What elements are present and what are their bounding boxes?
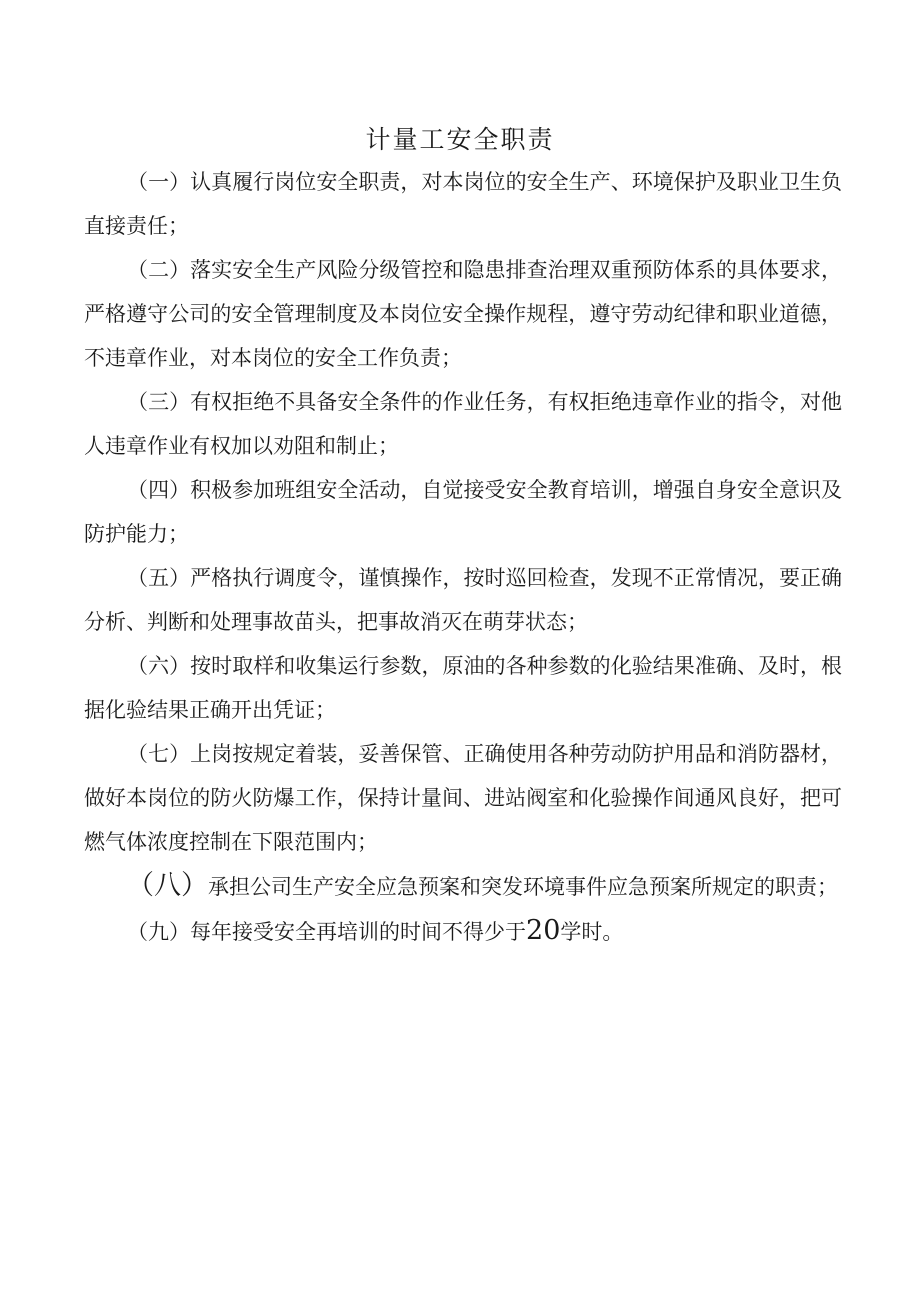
paragraph-text: 按时取样和收集运行参数，原油的各种参数的化验结果准确、及时，根据化验结果正确开出凭证； — [84, 654, 843, 722]
paragraph-text: 积极参加班组安全活动，自觉接受安全教育培训，增强自身安全意识及防护能力； — [84, 478, 843, 546]
paragraph-number: （九） — [127, 920, 191, 944]
paragraph-text-after: 学时。 — [560, 920, 624, 944]
paragraph-text: 严格执行调度令，谨慎操作，按时巡回检查，发现不正常情况，要正确分析、判断和处理事故苗头，把事故消灭在萌芽状态； — [84, 566, 843, 634]
paragraph-text: 落实安全生产风险分级管控和隐患排查治理双重预防体系的具体要求，严格遵守公司的安全管理制度及本岗位安全操作规程，遵守劳动纪律和职业道德，不违章作业，对本岗位的安全工作负责； — [84, 258, 843, 370]
paragraph-number: （四） — [127, 478, 191, 502]
paragraph-number: （五） — [127, 566, 191, 590]
document-title: 计量工安全职责 — [365, 125, 555, 154]
paragraph-2 — [84, 248, 842, 380]
paragraph-number: （二） — [127, 258, 191, 282]
paragraph-8 — [84, 864, 842, 909]
document-body — [84, 160, 842, 954]
paragraph-6 — [84, 644, 842, 732]
paragraph-text: 认真履行岗位安全职责，对本岗位的安全生产、环境保护及职业卫生负直接责任； — [84, 170, 843, 238]
paragraph-text: 上岗按规定着装，妥善保管、正确使用各种劳动防护用品和消防器材，做好本岗位的防火防爆工作，保持计量间、进站阀室和化验操作间通风良好，把可燃气体浓度控制在下限范围内； — [84, 742, 843, 854]
paragraph-text-before: 每年接受安全再培训的时间不得少于 — [190, 920, 527, 944]
paragraph-4 — [84, 468, 842, 556]
paragraph-7 — [84, 732, 842, 864]
paragraph-number: （七） — [127, 742, 191, 766]
paragraph-number: （一） — [127, 170, 191, 194]
paragraph-3 — [84, 380, 842, 468]
paragraph-number: （八） — [127, 870, 209, 901]
paragraph-number: （三） — [127, 390, 191, 414]
paragraph-text: 有权拒绝不具备安全条件的作业任务，有权拒绝违章作业的指令，对他人违章作业有权加以劝阻和制止； — [84, 390, 843, 458]
paragraph-9 — [84, 909, 842, 954]
paragraph-1 — [84, 160, 842, 248]
paragraph-number: （六） — [127, 654, 191, 678]
paragraph-text: 承担公司生产安全应急预案和突发环境事件应急预案所规定的职责； — [208, 875, 839, 899]
training-hours-value: 20 — [526, 915, 561, 946]
paragraph-5 — [84, 556, 842, 644]
